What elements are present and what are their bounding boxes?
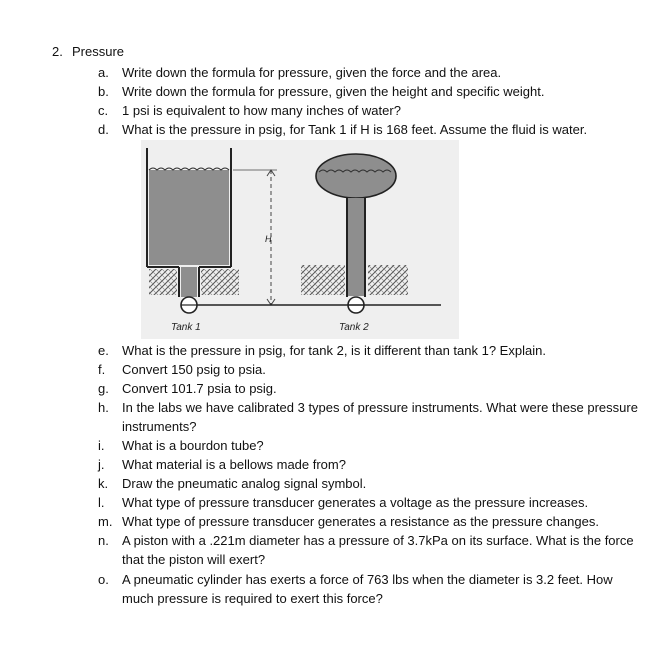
question-text: Write down the formula for pressure, given the force and the area. xyxy=(122,65,502,80)
question-d xyxy=(98,120,638,139)
question-label: a. xyxy=(98,65,109,80)
question-o xyxy=(98,570,638,608)
question-label: e. xyxy=(98,343,109,358)
tank-figure xyxy=(141,140,459,339)
question-k xyxy=(98,474,638,493)
section-title: Pressure xyxy=(72,44,125,59)
question-text: In the labs we have calibrated 3 types of pressure instruments. What were these pressure instruments? xyxy=(122,400,638,434)
question-j xyxy=(98,455,638,474)
question-text: 1 psi is equivalent to how many inches of water? xyxy=(122,103,401,118)
question-h xyxy=(98,398,638,436)
question-text: What type of pressure transducer generates a voltage as the pressure increases. xyxy=(122,495,589,510)
question-label: d. xyxy=(98,122,109,137)
tank-1-label: Tank 1 xyxy=(171,322,201,333)
question-label: i. xyxy=(98,438,105,453)
question-a xyxy=(98,63,638,82)
question-text: What is the pressure in psig, for tank 2, is it different than tank 1? Explain. xyxy=(122,343,546,358)
question-label: l. xyxy=(98,495,105,510)
question-l xyxy=(98,493,638,512)
question-text: Write down the formula for pressure, given the height and specific weight. xyxy=(122,84,545,99)
question-label: o. xyxy=(98,572,109,587)
section-number: 2. xyxy=(52,44,63,59)
question-text: What is a bourdon tube? xyxy=(122,438,264,453)
question-m xyxy=(98,512,638,531)
question-text: Convert 101.7 psia to psig. xyxy=(122,381,277,396)
question-text: Draw the pneumatic analog signal symbol. xyxy=(122,476,367,491)
tank-2-label: Tank 2 xyxy=(339,322,369,333)
tank-1-drawing xyxy=(147,148,239,313)
question-label: g. xyxy=(98,381,109,396)
question-text: A piston with a .221m diameter has a pressure of 3.7kPa on its surface. What is the force that the piston will exert? xyxy=(122,533,634,567)
tank-2-drawing xyxy=(301,154,408,313)
height-label: H xyxy=(265,234,272,244)
question-text: A pneumatic cylinder has exerts a force of 763 lbs when the diameter is 3.2 feet. How much pressure is required to exert this force? xyxy=(122,572,613,606)
question-text: Convert 150 psig to psia. xyxy=(122,362,266,377)
question-label: n. xyxy=(98,533,109,548)
question-c xyxy=(98,101,638,120)
question-label: m. xyxy=(98,514,113,529)
question-text: What material is a bellows made from? xyxy=(122,457,346,472)
question-f xyxy=(98,360,638,379)
question-label: k. xyxy=(98,476,109,491)
question-label: f. xyxy=(98,362,106,377)
question-label: b. xyxy=(98,84,109,99)
section-heading xyxy=(52,44,124,59)
question-text: What is the pressure in psig, for Tank 1 if H is 168 feet. Assume the fluid is water. xyxy=(122,122,588,137)
question-e xyxy=(98,341,638,360)
question-label: c. xyxy=(98,103,109,118)
question-g xyxy=(98,379,638,398)
question-text: What type of pressure transducer generates a resistance as the pressure changes. xyxy=(122,514,599,529)
question-b xyxy=(98,82,638,101)
question-label: j. xyxy=(98,457,105,472)
question-i xyxy=(98,436,638,455)
question-n xyxy=(98,531,638,569)
question-label: h. xyxy=(98,400,109,415)
